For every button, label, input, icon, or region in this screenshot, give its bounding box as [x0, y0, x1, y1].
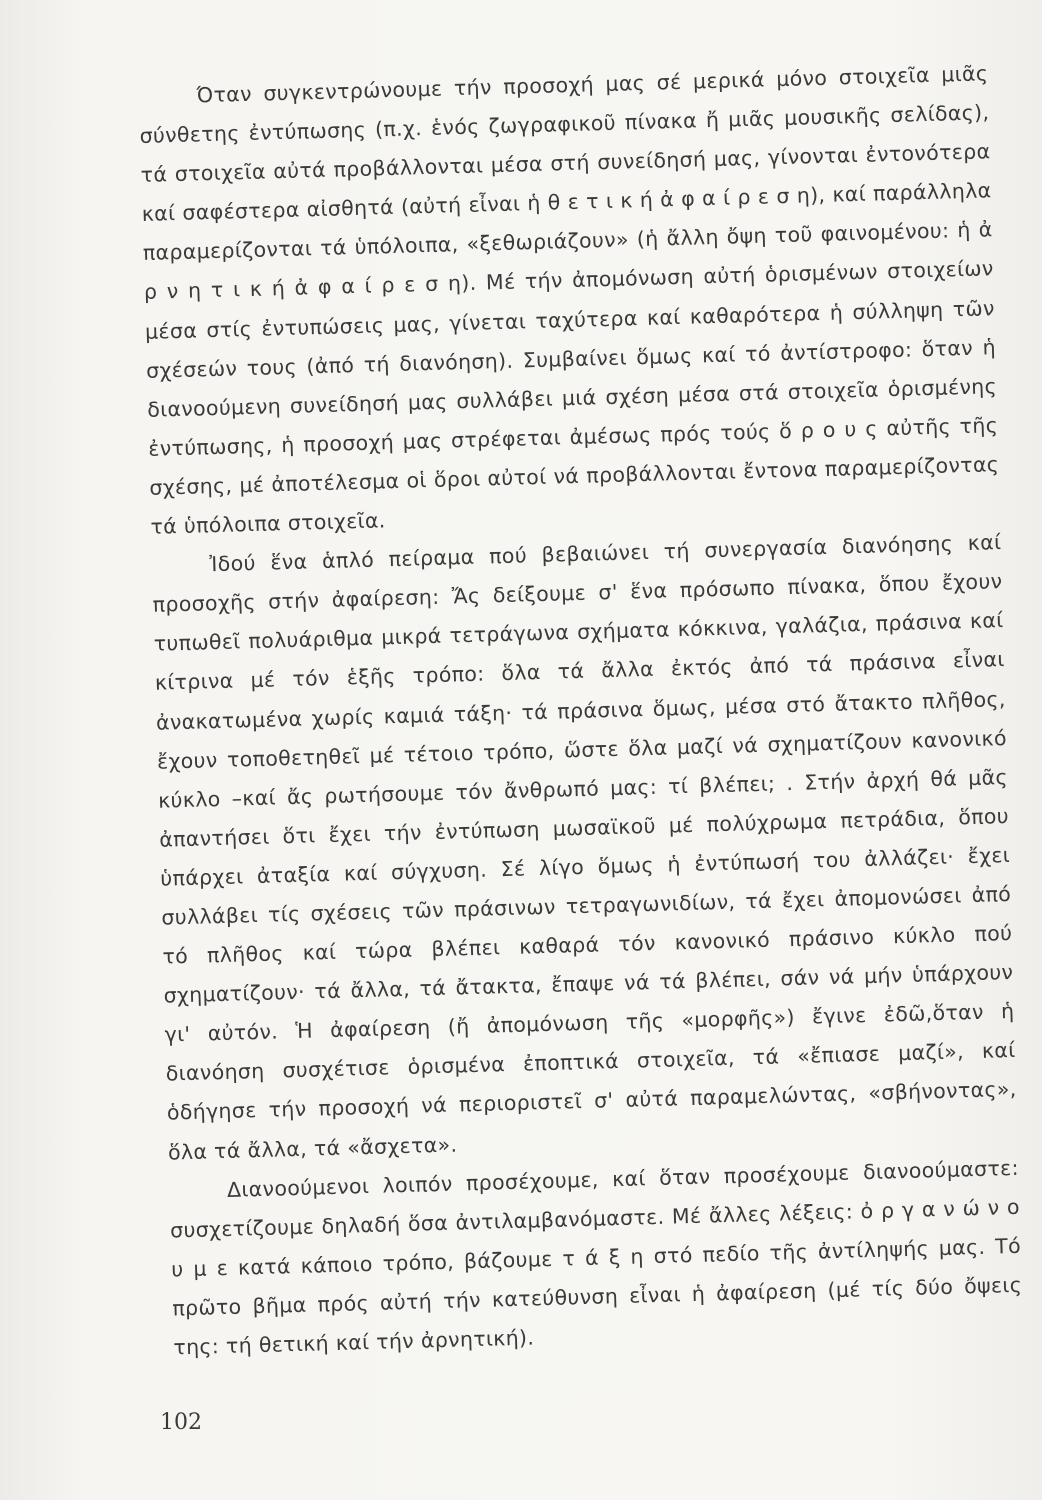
body-text	[138, 54, 1024, 1367]
paragraph-1: Όταν συγκεντρώνουμε τήν προσοχή μας σέ μερικά μόνο στοιχεῖα μιᾶς σύνθετης ἐντύπωσης (π.χ. ἑνός ζωγραφικοῦ πίνακα ἤ μιᾶς μουσικῆς σελίδας), τά στοιχεῖα αὐτά προβάλλονται μέσα στή συνείδησή μας, γίνονται ἐντονότερα καί σαφέστερα αἰσθητά (αὐτή εἶναι ἡ θ ε τ ι κ ή ἀ φ α ί ρ ε σ η), καί παράλληλα παραμερίζονται τά ὑπόλοιπα, «ξεθωριάζουν» (ἡ ἄλλη ὄψη τοῦ φαινομένου: ἡ ἀ ρ ν η τ ι κ ή ἀ φ α ί ρ ε σ η). Μέ τήν ἀπομόνωση αὐτή ὁρισμένων στοιχείων μέσα στίς ἐντυπώσεις μας, γίνεται ταχύτερα καί καθαρότερα ἡ σύλληψη τῶν σχέσεών τους (ἀπό τή διανόηση). Συμβαίνει ὅμως καί τό ἀντίστροφο: ὅταν ἡ διανοούμενη συνείδησή μας συλλάβει μιά σχέση μέσα στά στοιχεῖα ὁρισμένης ἐντύπωσης, ἡ προσοχή μας στρέφεται ἀμέσως πρός τούς ὅ ρ ο υ ς αὐτῆς τῆς σχέσης, μέ ἀποτέλεσμα οἱ ὅροι αὐτοί νά προβάλλονται ἔντονα παραμερίζοντας τά ὑπόλοιπα στοιχεῖα.	[139, 61, 1000, 539]
paragraph-3: Διανοούμενοι λοιπόν προσέχουμε, καί ὅταν προσέχουμε διανοούμαστε: συσχετίζουμε δηλαδή ὅσα ἀντιλαμβανόμαστε. Μέ ἄλλες λέξεις: ὀ ρ γ α ν ώ ν ο υ μ ε κατά κάποιο τρόπο, βάζουμε τ ά ξ η στό πεδίο τῆς ἀντίληψής μας. Τό πρῶτο βῆμα πρός αὐτή τήν κατεύθυνση εἶναι ἡ ἀφαίρεση (μέ τίς δύο ὄψεις της: τή θετική καί τήν ἀρνητική).	[169, 1155, 1023, 1360]
page-number: 102	[160, 1410, 202, 1435]
paragraph-2: Ἰδού ἕνα ἁπλό πείραμα πού βεβαιώνει τή συνεργασία διανόησης καί προσοχῆς στήν ἀφαίρεση: Ἄς δείξουμε σ' ἕνα πρόσωπο πίνακα, ὅπου ἔχουν τυπωθεῖ πολυάριθμα μικρά τετράγωνα σχήματα κόκκινα, γαλάζια, πράσινα καί κίτρινα μέ τόν ἑξῆς τρόπο: ὅλα τά ἄλλα ἐκτός ἀπό τά πράσινα εἶναι ἀνακατωμένα χωρίς καμιά τάξη· τά πράσινα ὅμως, μέσα στό ἄτακτο πλῆθος, ἔχουν τοποθετηθεῖ μέ τέτοιο τρόπο, ὥστε ὅλα μαζί νά σχηματίζουν κανονικό κύκλο –καί ἄς ρωτήσουμε τόν ἄνθρωπό μας: τί βλέπει; . Στήν ἀρχή θά μᾶς ἀπαντήσει ὅτι ἔχει τήν ἐντύπωση μωσαϊκοῦ μέ πολύχρωμα πετράδια, ὅπου ὑπάρχει ἀταξία καί σύγχυση. Σέ λίγο ὅμως ἡ ἐντύπωσή του ἀλλάζει· ἔχει συλλάβει τίς σχέσεις τῶν πράσινων τετραγωνιδίων, τά ἔχει ἀπομονώσει ἀπό τό πλῆθος καί τώρα βλέπει καθαρά τόν κανονικό πράσινο κύκλο πού σχηματίζουν· τά ἄλλα, τά ἄτακτα, ἔπαψε νά τά βλέπει, σάν νά μήν ὑπάρχουν γι' αὐτόν. Ἡ ἀφαίρεση (ἤ ἀπομόνωση τῆς «μορφῆς») ἔγινε ἐδῶ,ὅταν ἡ διανόηση συσχέτισε ὁρισμένα ἐποπτικά στοιχεῖα, τά «ἔπιασε μαζί», καί ὁδήγησε τήν προσοχή νά περιοριστεῖ σ' αὐτά παραμελώντας, «σβήνοντας», ὅλα τά ἄλλα, τά «ἄσχετα».	[152, 530, 1017, 1165]
